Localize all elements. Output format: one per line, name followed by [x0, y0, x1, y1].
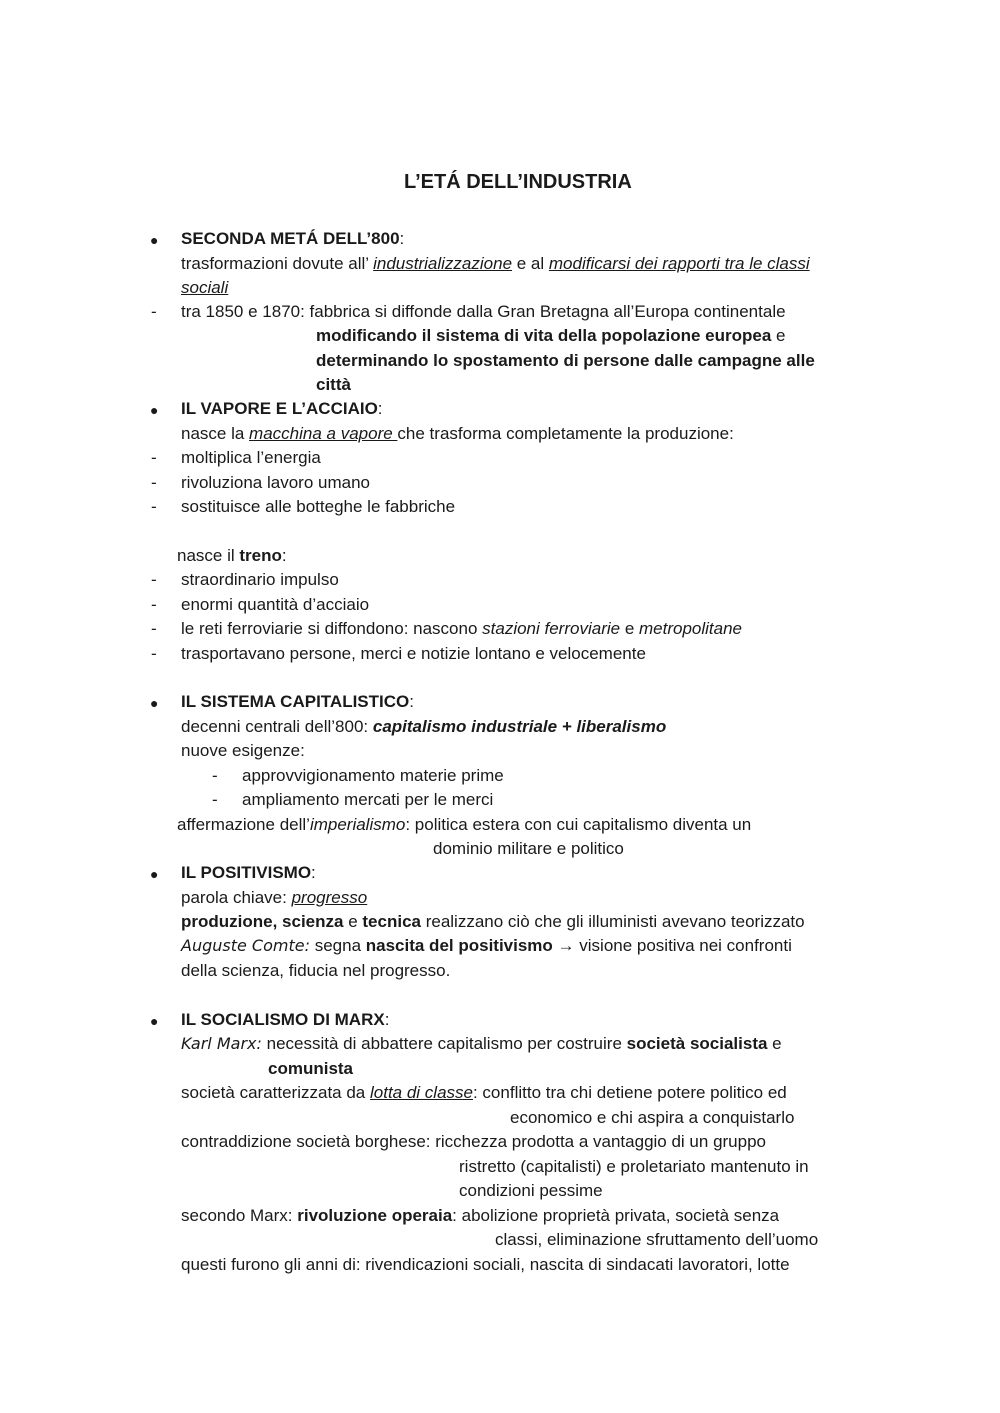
bullet-icon: ● [150, 695, 159, 711]
section-heading: IL VAPORE E L’ACCIAIO: [181, 399, 383, 418]
text-line: ristretto (capitalisti) e proletariato mantenuto in [459, 1157, 809, 1176]
dash-icon: - [151, 497, 157, 516]
section-heading: IL SISTEMA CAPITALISTICO: [181, 692, 414, 711]
text-line: economico e chi aspira a conquistarlo [510, 1108, 795, 1127]
dash-icon: - [151, 448, 157, 467]
section-heading: IL SOCIALISMO DI MARX: [181, 1010, 390, 1029]
bullet-icon: ● [150, 402, 159, 418]
text-line: sociali [181, 278, 229, 297]
list-item: straordinario impulso [181, 570, 339, 589]
bullet-icon: ● [150, 1013, 159, 1029]
dash-icon: - [151, 619, 157, 638]
text-line: affermazione dell’imperialismo: politica estera con cui capitalismo diventa un [177, 815, 752, 834]
dash-icon: - [151, 473, 157, 492]
dash-icon: - [151, 644, 157, 663]
text-line: determinando lo spostamento di persone dalle campagne alle [316, 351, 815, 370]
bullet-icon: ● [150, 232, 159, 248]
text-line: dominio militare e politico [433, 839, 624, 858]
text-line: classi, eliminazione sfruttamento dell’uomo [495, 1230, 819, 1249]
list-item: moltiplica l’energia [181, 448, 321, 467]
text-line: questi furono gli anni di: rivendicazioni sociali, nascita di sindacati lavoratori, lotte [181, 1255, 790, 1274]
text-line: Karl Marx: necessità di abbattere capitalismo per costruire società socialista e [181, 1034, 782, 1053]
text-line: nuove esigenze: [181, 741, 305, 760]
text-line: modificando il sistema di vita della popolazione europea e [316, 326, 786, 345]
text-line: parola chiave: progresso [181, 888, 368, 907]
text-line: condizioni pessime [459, 1181, 603, 1200]
list-item: approvvigionamento materie prime [242, 766, 504, 785]
text-line: nasce la macchina a vapore che trasforma completamente la produzione: [181, 424, 734, 443]
text-line: società caratterizzata da lotta di classe: conflitto tra chi detiene potere politico ed [181, 1083, 787, 1102]
list-item: enormi quantità d’acciaio [181, 595, 370, 614]
page-title: L’ETÁ DELL’INDUSTRIA [404, 171, 632, 193]
dash-icon: - [151, 302, 157, 321]
text-line: comunista [268, 1059, 354, 1078]
text-line: Auguste Comte: segna nascita del positivismo → visione positiva nei confronti [181, 936, 792, 955]
bullet-icon: ● [150, 866, 159, 882]
list-item: sostituisce alle botteghe le fabbriche [181, 497, 456, 516]
text-line: secondo Marx: rivoluzione operaia: abolizione proprietà privata, società senza [181, 1206, 780, 1225]
list-item: tra 1850 e 1870: fabbrica si diffonde dalla Gran Bretagna all’Europa continentale [181, 302, 786, 321]
text-line: contraddizione società borghese: ricchezza prodotta a vantaggio di un gruppo [181, 1132, 766, 1151]
text-line: città [316, 375, 351, 394]
dash-icon: - [212, 790, 218, 809]
dash-icon: - [151, 570, 157, 589]
text-line: decenni centrali dell’800: capitalismo industriale + liberalismo [181, 717, 667, 736]
text-line: della scienza, fiducia nel progresso. [181, 961, 451, 980]
text-line: produzione, scienza e tecnica realizzano ciò che gli illuministi avevano teorizzato [181, 912, 805, 931]
dash-icon: - [151, 595, 157, 614]
list-item: le reti ferroviarie si diffondono: nascono stazioni ferroviarie e metropolitane [181, 619, 743, 638]
text-line: trasformazioni dovute all’ industrializzazione e al modificarsi dei rapporti tra le classi [181, 254, 810, 273]
text-line: nasce il treno: [177, 546, 287, 565]
section-heading: SECONDA METÁ DELL’800: [181, 229, 405, 248]
list-item: rivoluziona lavoro umano [181, 473, 370, 492]
list-item: trasportavano persone, merci e notizie lontano e velocemente [181, 644, 646, 663]
section-heading: IL POSITIVISMO: [181, 863, 316, 882]
dash-icon: - [212, 766, 218, 785]
list-item: ampliamento mercati per le merci [242, 790, 494, 809]
